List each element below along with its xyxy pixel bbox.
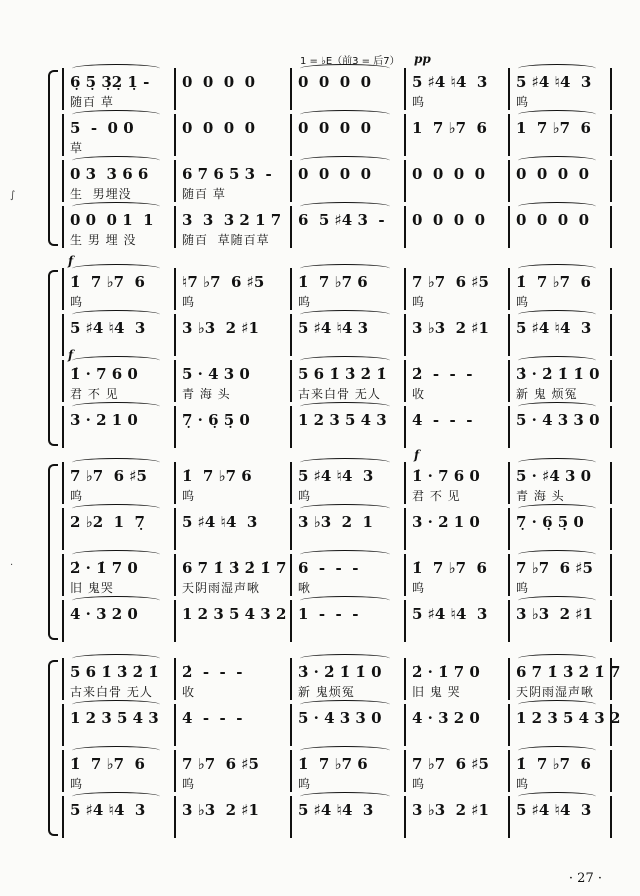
barline [610,114,612,156]
slur-mark [72,596,160,605]
score-part-row [62,508,610,550]
barline [290,704,292,746]
measure-notes: 1̇ · 7 6 0 [412,467,480,485]
measure-notes: 5 6 1̇ 3̇ 2̇ 1̇ [70,663,159,681]
measure-lyric: 随百 草 [70,95,114,109]
barline [174,554,176,596]
measure-notes: 1 7 ♭7 6 [516,119,591,137]
dynamic-mark: pp [414,52,431,66]
slur-mark [300,792,390,801]
barline [62,600,64,642]
barline [610,462,612,504]
measure-notes: 1̇ 7 ♭7 6 [298,755,368,773]
barline [62,314,64,356]
measure-lyric: 呜 [70,777,84,791]
measure-notes: 0 0 0 0 [182,119,256,137]
measure-lyric: 君 不 见 [70,387,119,401]
page-number: · 27 · [568,871,602,886]
slur-mark [518,746,596,755]
barline [62,206,64,248]
measure-notes: 0 3 3 6 6 [70,165,149,183]
score-part-row [62,206,610,248]
margin-mark: · [10,560,14,571]
barline [404,554,406,596]
measure-notes: 5 · 4 3 0 [182,365,250,383]
measure-notes: 0 0 0 0 [298,73,372,91]
score-part-row [62,268,610,310]
score-part-row [62,750,610,792]
barline [62,462,64,504]
score-part-row [62,796,610,838]
measure-notes: 1̇ 7 ♭7 6 [298,273,368,291]
measure-notes: 0 0 0 0 [298,119,372,137]
slur-mark [300,746,390,755]
measure-notes: 0 0 0 0 [182,73,256,91]
barline [508,796,510,838]
score-part-row [62,68,610,110]
barline [290,796,292,838]
measure-notes: 5 · ♯4 3 0 [516,467,592,485]
measure-lyric: 呜 [70,295,84,309]
slur-mark [518,700,596,709]
score-part-row [62,160,610,202]
slur-mark [518,792,596,801]
barline [290,314,292,356]
barline [610,160,612,202]
measure-notes: 6 - - - [298,559,359,577]
slur-mark [300,110,390,119]
barline [404,658,406,700]
slur-mark [300,550,390,559]
measure-notes: 6̣ 5̣ 3̣2̣ 1̣ - [70,73,150,91]
slur-mark [518,202,596,211]
barline [404,462,406,504]
dynamic-mark: f [68,348,74,362]
barline [290,658,292,700]
barline [290,68,292,110]
barline [610,360,612,402]
measure-lyric: 青 海 头 [516,489,565,503]
slur-mark [518,402,596,411]
measure-notes: 3 · 2 1 0 [70,411,138,429]
score-system [62,448,610,646]
barline [610,704,612,746]
measure-notes: 5 - 0 0 [70,119,134,137]
barline [290,750,292,792]
measure-notes: 2 ♭2 1 7̣ [70,513,145,531]
barline [508,314,510,356]
score-part-row [62,114,610,156]
measure-lyric: 随百 草 [182,187,226,201]
measure-notes: 5 ♯4 ♮4 3 [516,319,592,337]
barline [508,600,510,642]
measure-notes: 0 0 0 0 [412,165,486,183]
measure-lyric: 古来白骨 无人 [70,685,153,699]
measure-notes: 0 0 0 1 1 [70,211,154,229]
measure-lyric: 呜 [516,777,530,791]
measure-lyric: 呜 [516,295,530,309]
barline [404,68,406,110]
measure-notes: 7 ♭7 6 ♯5 [516,559,593,577]
measure-lyric: 天阴雨湿声啾 [516,685,595,699]
measure-notes: 5 ♯4 ♮4 3 [70,319,146,337]
barline [290,508,292,550]
slur-mark [72,504,160,513]
barline [610,554,612,596]
barline [404,406,406,448]
measure-notes: 2̇ · 1̇ 7 0 [412,663,480,681]
measure-notes: 3 ♭3 2 ♯1 [412,801,489,819]
measure-lyric: 随百 草随百草 [182,233,270,247]
score-part-row [62,406,610,448]
barline [174,314,176,356]
measure-notes: 0 0 0 0 [298,165,372,183]
barline [404,508,406,550]
system-brace [48,70,58,246]
barline [174,114,176,156]
measure-notes: 5 · 4 3 3 0 [516,411,600,429]
slur-mark [72,550,160,559]
measure-notes: 1̇ 7 ♭7 6 [412,559,487,577]
barline [610,796,612,838]
measure-notes: 6 7 1̇ 3̇ 2̇ 1̇ 7 [516,663,621,681]
measure-notes: 0 0 0 0 [516,165,590,183]
measure-notes: 5 ♯4 ♮4 3 [182,513,258,531]
slur-mark [518,110,596,119]
barline [174,508,176,550]
barline [174,360,176,402]
barline [404,796,406,838]
measure-notes: 1̇ 7 ♭7 6 [182,467,252,485]
barline [610,658,612,700]
barline [62,796,64,838]
barline [404,268,406,310]
measure-notes: 3 3 3 2 1 7 [182,211,282,229]
barline [290,268,292,310]
measure-notes: 4 - - - [412,411,473,429]
measure-notes: 4 · 3 2 0 [70,605,138,623]
measure-notes: 3 ♭3 2 ♯1 [516,605,593,623]
measure-notes: 3 ♭3 2 ♯1 [412,319,489,337]
measure-lyric: 古来白骨 无人 [298,387,381,401]
slur-mark [300,156,390,165]
measure-lyric: 生 男埋没 [70,187,132,201]
barline [508,406,510,448]
measure-lyric: 呜 [412,581,426,595]
barline [62,406,64,448]
barline [174,704,176,746]
measure-notes: 2̇ - - - [412,365,473,383]
slur-mark [72,792,160,801]
margin-mark: ∫ [10,190,16,201]
measure-notes: 4 · 3 2 0 [412,709,480,727]
measure-notes: 5 ♯4 ♮4 3 [298,801,374,819]
barline [508,160,510,202]
measure-notes: 2̇ - - - [182,663,243,681]
measure-notes: 5 ♯4 ♮4 3 [298,319,369,337]
barline [610,68,612,110]
measure-notes: 4 - - - [182,709,243,727]
barline [62,554,64,596]
measure-notes: 1̇ 7 ♭7 6 [70,273,145,291]
score-part-row [62,360,610,402]
measure-notes: 5 ♯4 ♮4 3 [412,605,488,623]
slur-mark [72,64,160,73]
slur-mark [300,402,390,411]
system-brace [48,660,58,836]
barline [174,160,176,202]
barline [62,750,64,792]
slur-mark [518,550,596,559]
barline [290,160,292,202]
measure-notes: 7̣ · 6̣ 5̣ 0 [182,411,250,429]
barline [610,508,612,550]
barline [404,160,406,202]
barline [508,704,510,746]
measure-notes: 5 ♯4 ♮4 3 [70,801,146,819]
barline [508,360,510,402]
measure-lyric: 旧 鬼哭 [70,581,114,595]
barline [290,462,292,504]
slur-mark [72,356,160,365]
measure-notes: 6 7 6 5 3 - [182,165,272,183]
measure-lyric: 呜 [182,777,196,791]
barline [404,314,406,356]
measure-notes: 7 ♭7 6 ♯5 [412,755,489,773]
barline [174,268,176,310]
measure-lyric: 呜 [412,95,426,109]
key-signature: 1 = ♭E（前3 = 后7） [300,56,400,67]
slur-mark [300,202,390,211]
score-system [62,658,621,842]
measure-notes: 5 6 1̇ 3̇ 2̇ 1̇ [298,365,387,383]
slur-mark [300,700,390,709]
barline [610,206,612,248]
dynamic-mark: f [68,254,74,268]
barline [508,114,510,156]
measure-lyric: 呜 [298,777,312,791]
measure-lyric: 呜 [70,489,84,503]
barline [62,360,64,402]
barline [404,360,406,402]
barline [62,268,64,310]
barline [404,750,406,792]
measure-lyric: 呜 [182,489,196,503]
measure-notes: 7 ♭7 6 ♯5 [70,467,147,485]
measure-lyric: 旧 鬼 哭 [412,685,461,699]
measure-notes: 5 ♯4 ♮4 3 [516,801,592,819]
measure-lyric: 啾 [298,581,312,595]
score-system [62,254,610,452]
measure-lyric: 呜 [182,295,196,309]
measure-notes: 3 ♭3 2 ♯1 [182,801,259,819]
barline [174,462,176,504]
measure-lyric: 呜 [412,295,426,309]
dynamic-mark: f [414,448,420,462]
barline [508,462,510,504]
measure-lyric: 收 [412,387,426,401]
measure-lyric: 呜 [298,489,312,503]
barline [508,554,510,596]
barline [290,360,292,402]
measure-notes: 1 2 3 5 4 3 2 [182,605,287,623]
barline [404,114,406,156]
measure-notes: 1̇ 7 ♭7 6 [516,273,591,291]
barline [174,206,176,248]
measure-notes: 5 · 4 3 3 0 [298,709,382,727]
barline [508,268,510,310]
measure-notes: 7 ♭7 6 ♯5 [412,273,489,291]
measure-lyric: 生 男 埋 没 [70,233,137,247]
measure-lyric: 新 鬼 烦冤 [516,387,578,401]
measure-notes: 7̣ · 6̣ 5̣ 0 [516,513,584,531]
barline [62,704,64,746]
barline [62,114,64,156]
score-part-row [62,600,610,642]
barline [290,114,292,156]
barline [290,206,292,248]
barline [62,658,64,700]
barline [610,750,612,792]
barline [610,600,612,642]
barline [508,68,510,110]
slur-mark [518,264,596,273]
slur-mark [518,156,596,165]
measure-notes: 6 7 1̇ 3̇ 2̇ 1̇ 7 [182,559,287,577]
measure-lyric: 新 鬼烦冤 [298,685,355,699]
slur-mark [72,264,160,273]
measure-notes: 5 ♯4 ♮4 3 [412,73,488,91]
barline [174,600,176,642]
measure-notes: 3 ♭3 2 ♯1 [182,319,259,337]
barline [174,406,176,448]
slur-mark [518,654,596,663]
measure-notes: 1̇ 7 ♭7 6 [70,755,145,773]
slur-mark [518,504,596,513]
slur-mark [300,356,390,365]
score-part-row [62,314,610,356]
barline [508,508,510,550]
measure-notes: 7 ♭7 6 ♯5 [182,755,259,773]
slur-mark [300,596,390,605]
measure-notes: 3̇ · 2̇ 1̇ 1̇ 0 [516,365,600,383]
measure-notes: 1 2 3 5 4 3 [298,411,387,429]
barline [290,406,292,448]
slur-mark [72,202,160,211]
measure-notes: 1̇ · 7 6 0 [70,365,138,383]
slur-mark [518,596,596,605]
score-system [62,52,610,252]
measure-lyric: 呜 [516,95,530,109]
slur-mark [518,310,596,319]
measure-notes: 3 · 2 1 0 [412,513,480,531]
score-part-row [62,658,621,700]
slur-mark [72,402,160,411]
system-brace [48,270,58,446]
barline [174,658,176,700]
slur-mark [72,156,160,165]
slur-mark [72,654,160,663]
slur-mark [518,356,596,365]
score-part-row [62,554,610,596]
slur-mark [72,458,160,467]
measure-notes: 1 2 3 5 4 3 2 [516,709,621,727]
measure-notes: 0 0 0 0 [516,211,590,229]
slur-mark [72,310,160,319]
measure-notes: 2̇ · 1̇ 7 0 [70,559,138,577]
barline [610,268,612,310]
barline [174,796,176,838]
slur-mark [72,746,160,755]
measure-lyric: 草 [70,141,84,155]
barline [62,160,64,202]
measure-lyric: 呜 [298,295,312,309]
measure-notes: 6 5 ♯4 3 - [298,211,385,229]
measure-lyric: 收 [182,685,196,699]
barline [508,206,510,248]
barline [610,406,612,448]
measure-notes: 1 - - - [298,605,359,623]
slur-mark [518,64,596,73]
measure-notes: 5 ♯4 ♮4 3 [298,467,374,485]
barline [290,554,292,596]
measure-notes: 1̇ 7 ♭7 6 [516,755,591,773]
barline [508,658,510,700]
measure-notes: 0 0 0 0 [412,211,486,229]
slur-mark [300,458,390,467]
barline [610,314,612,356]
slur-mark [300,310,390,319]
barline [508,750,510,792]
measure-lyric: 呜 [516,581,530,595]
measure-notes: 5 ♯4 ♮4 3 [516,73,592,91]
barline [62,68,64,110]
measure-lyric: 君 不 见 [412,489,461,503]
measure-notes: 1 7 ♭7 6 [412,119,487,137]
system-brace [48,464,58,640]
measure-notes: ♮7 ♭7 6 ♯5 [182,273,265,291]
barline [404,600,406,642]
score-part-row [62,462,610,504]
measure-lyric: 天阴雨湿声啾 [182,581,261,595]
barline [404,704,406,746]
slur-mark [300,654,390,663]
slur-mark [300,504,390,513]
barline [404,206,406,248]
barline [290,600,292,642]
measure-lyric: 呜 [412,777,426,791]
barline [174,68,176,110]
slur-mark [72,700,160,709]
measure-notes: 3̇ · 2̇ 1̇ 1̇ 0 [298,663,382,681]
barline [174,750,176,792]
slur-mark [72,110,160,119]
measure-notes: 1 2 3 5 4 3 [70,709,159,727]
measure-notes: 3 ♭3 2 1 [298,513,373,531]
score-part-row [62,704,621,746]
barline [62,508,64,550]
measure-lyric: 青 海 头 [182,387,231,401]
slur-mark [300,264,390,273]
slur-mark [518,458,596,467]
